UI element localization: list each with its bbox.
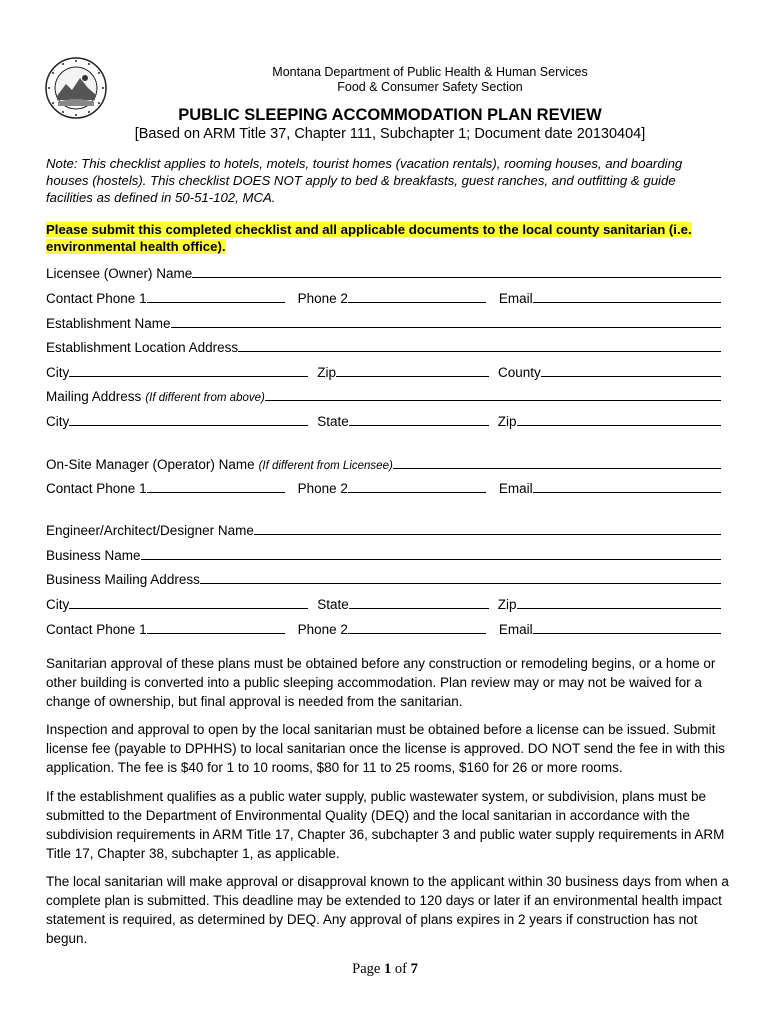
engineer-label: Engineer/Architect/Designer Name (46, 523, 254, 538)
contact-phone1-label: Contact Phone 1 (46, 291, 147, 306)
section-name: Food & Consumer Safety Section (337, 80, 523, 94)
page-title: PUBLIC SLEEPING ACCOMMODATION PLAN REVIEW (178, 106, 602, 124)
phone2-field[interactable] (348, 289, 486, 303)
mailing-city-label: City (46, 414, 70, 429)
city-label: City (46, 365, 70, 380)
approval-paragraph: Sanitarian approval of these plans must be obtained before any construction or remodeling begins, or a home or other building is converted into a public sleeping accommodation. Plan review may or may not be waived for a change of ownership, but final approval is needed from the sanitarian. (46, 656, 716, 709)
contact-phone1-field[interactable] (147, 289, 285, 303)
manager-email-field[interactable] (533, 479, 721, 493)
mailing-address-hint: (If different from above) (145, 392, 265, 404)
timeline-paragraph: The local sanitarian will make approval or disapproval known to the applicant within 30 business days from when a complete plan is submitted. This deadline may be extended to 120 days or later if an environmental health impact statement is required, as determined by DEQ. Any approval of plans expires in 2 years if construction has not begun. (46, 874, 729, 946)
business-zip-field[interactable] (517, 595, 721, 609)
business-phone2-label: Phone 2 (297, 622, 348, 637)
licensee-label: Licensee (Owner) Name (46, 266, 193, 281)
establishment-location-field[interactable] (238, 338, 721, 352)
page-number (0, 961, 770, 978)
onsite-manager-label: On-Site Manager (Operator) Name (46, 457, 255, 472)
business-name-row (46, 545, 721, 563)
manager-phone2-label: Phone 2 (297, 481, 348, 496)
manager-contact-row (46, 478, 721, 496)
business-city-state-zip-row (46, 594, 721, 612)
county-label: County (498, 365, 541, 380)
mailing-address-row (46, 386, 721, 404)
engineer-row (46, 520, 721, 538)
business-email-label: Email (498, 622, 533, 637)
zip-field[interactable] (336, 363, 489, 377)
business-city-label: City (46, 597, 70, 612)
mailing-state-label: State (317, 414, 349, 429)
business-name-label: Business Name (46, 548, 141, 563)
page-subtitle: [Based on ARM Title 37, Chapter 111, Subchapter 1; Document date 20130404] (134, 126, 646, 142)
establishment-name-label: Establishment Name (46, 316, 171, 331)
city-field[interactable] (69, 363, 308, 377)
highlighted-text: Please submit this completed checklist and all applicable documents to the local county sanitarian (i.e. environmental health office). (46, 222, 692, 254)
business-zip-label: Zip (497, 597, 517, 612)
of-word: of (394, 961, 407, 977)
manager-contact-phone1-label: Contact Phone 1 (46, 481, 147, 496)
establishment-location-label: Establishment Location Address (46, 340, 239, 355)
page-current: 1 (383, 961, 392, 977)
licensee-row (46, 263, 721, 281)
onsite-manager-hint: (If different from Licensee) (258, 460, 393, 472)
deq-paragraph: If the establishment qualifies as a public water supply, public wastewater system, or subdivision, plans must be submitted to the Department of Environmental Quality (DEQ) and the local sanitarian in accordance with the subdivision requirements in ARM Title 17, Chapter 36, subchapter 3 and public water supply requirements in ARM Title 17, Chapter 38, subchapter 1, as applicable. (46, 789, 725, 861)
city-zip-county-row (46, 362, 721, 380)
licensee-field[interactable] (192, 264, 721, 278)
business-mailing-label: Business Mailing Address (46, 572, 200, 587)
business-state-label: State (317, 597, 349, 612)
manager-contact-phone1-field[interactable] (147, 479, 285, 493)
establishment-name-row (46, 313, 721, 331)
mailing-city-state-zip-row (46, 411, 721, 429)
mailing-zip-label: Zip (497, 414, 517, 429)
mailing-zip-field[interactable] (517, 412, 721, 426)
email-field[interactable] (533, 289, 721, 303)
manager-email-label: Email (498, 481, 533, 496)
note-text: Note: This checklist applies to hotels, motels, tourist homes (vacation rentals), rooming houses, and boarding houses (hostels). This checklist DOES NOT apply to bed & breakfasts, guest ranches, and outfitting & guide facilities as defined in 50-51-102, MCA. (46, 156, 683, 205)
establishment-name-field[interactable] (171, 314, 721, 328)
onsite-manager-row (46, 454, 721, 472)
licensee-contact-row (46, 288, 721, 306)
business-mailing-row (46, 569, 721, 587)
engineer-field[interactable] (254, 521, 721, 535)
phone2-label: Phone 2 (297, 291, 348, 306)
business-phone2-field[interactable] (348, 620, 486, 634)
page-total: 7 (410, 961, 418, 977)
mailing-state-field[interactable] (349, 412, 489, 426)
inspection-paragraph: Inspection and approval to open by the local sanitarian must be obtained before a license can be issued. Submit license fee (payable to DPHHS) to local sanitarian once the license is approved. DO NOT send the fee in with this application. The fee is $40 for 1 to 10 rooms, $80 for 11 to 25 rooms, $160 for 26 or more rooms. (46, 722, 725, 775)
business-mailing-field[interactable] (200, 570, 721, 584)
department-name: Montana Department of Public Health & Human Services (272, 65, 588, 79)
business-contact-phone1-field[interactable] (147, 620, 285, 634)
county-field[interactable] (541, 363, 721, 377)
business-name-field[interactable] (141, 546, 721, 560)
onsite-manager-field[interactable] (393, 455, 721, 469)
mailing-address-label: Mailing Address (46, 389, 142, 404)
business-contact-phone1-label: Contact Phone 1 (46, 622, 147, 637)
email-label: Email (498, 291, 533, 306)
business-contact-row (46, 619, 721, 637)
mailing-city-field[interactable] (69, 412, 308, 426)
establishment-location-row (46, 337, 721, 355)
business-city-field[interactable] (69, 595, 308, 609)
business-email-field[interactable] (533, 620, 721, 634)
business-state-field[interactable] (349, 595, 489, 609)
manager-phone2-field[interactable] (348, 479, 486, 493)
mailing-address-field[interactable] (265, 387, 721, 401)
submission-instruction (46, 221, 736, 255)
page-word: Page (352, 961, 381, 977)
zip-label: Zip (317, 365, 337, 380)
